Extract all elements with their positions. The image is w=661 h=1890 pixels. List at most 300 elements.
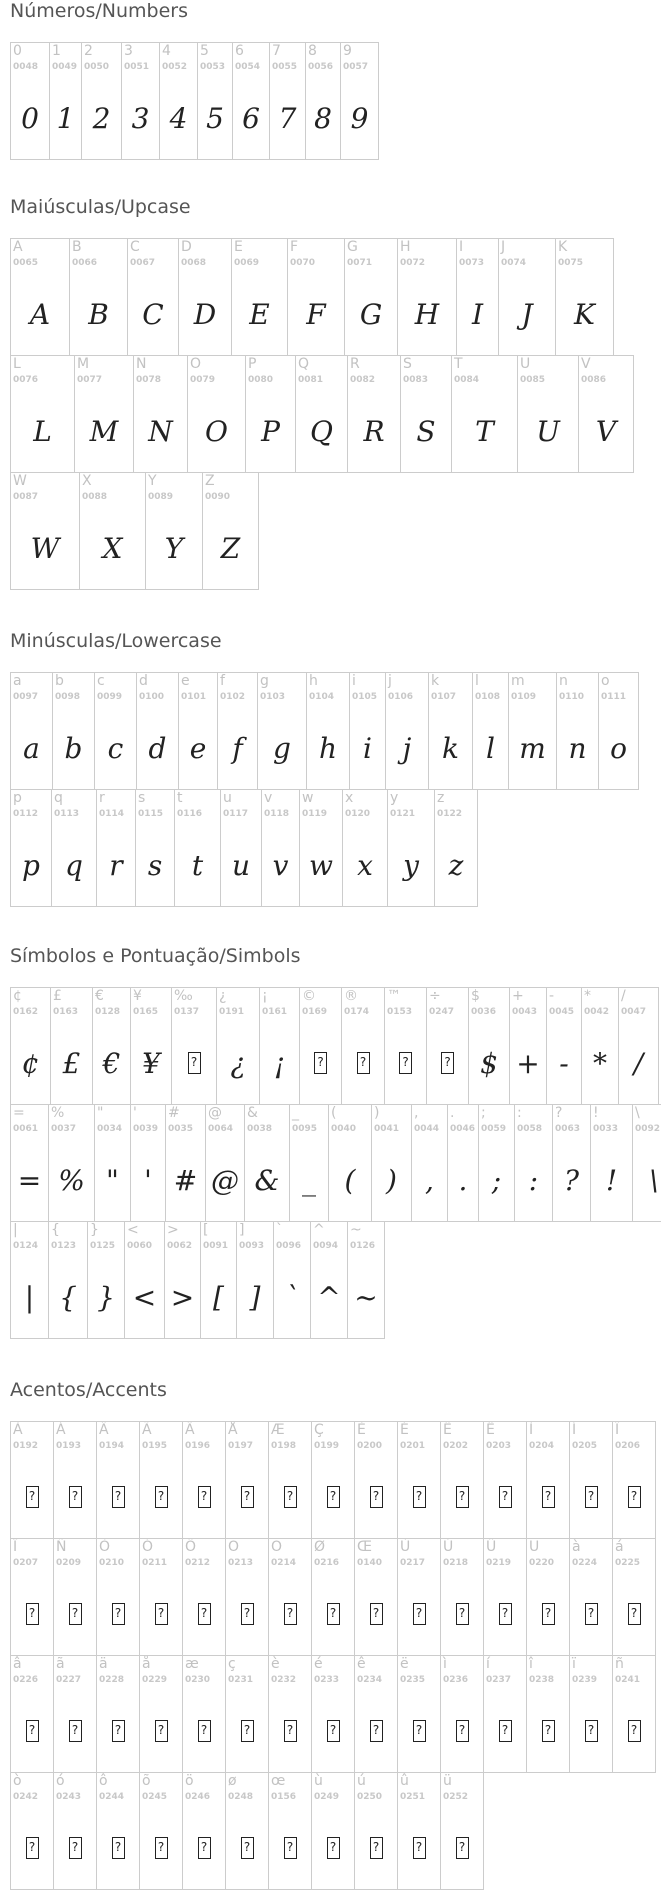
character-label: P — [248, 356, 257, 372]
missing-glyph-icon: ? — [484, 1573, 526, 1655]
character-code: 0093 — [239, 1241, 265, 1251]
character-code: 0125 — [90, 1241, 116, 1251]
character-code: 0033 — [593, 1124, 619, 1134]
character-code: 0050 — [84, 62, 110, 72]
character-label: ¡ — [262, 988, 268, 1004]
glyph-cell — [236, 1221, 274, 1339]
character-label: é — [314, 1656, 323, 1672]
character-code: 0228 — [99, 1675, 125, 1685]
glyph-cell — [590, 1104, 633, 1222]
glyph-cell — [159, 42, 198, 160]
missing-glyph-icon: ? — [97, 1807, 139, 1889]
glyph-sample: 4 — [169, 101, 188, 135]
character-code: 0103 — [260, 692, 286, 702]
character-code: 0246 — [185, 1792, 211, 1802]
missing-glyph-icon: ? — [140, 1456, 182, 1538]
glyph-sample: Z — [220, 531, 241, 565]
character-label: ú — [357, 1773, 366, 1789]
glyph-sample: b — [64, 731, 83, 765]
character-label: õ — [142, 1773, 151, 1789]
character-code: 0249 — [314, 1792, 340, 1802]
character-label: ( — [331, 1105, 337, 1121]
character-code: 0200 — [357, 1441, 383, 1451]
character-code: 0207 — [13, 1558, 39, 1568]
missing-glyph-icon: ? — [97, 1456, 139, 1538]
character-label: ö — [185, 1773, 194, 1789]
character-label: g — [260, 673, 269, 689]
glyph-cell — [612, 1421, 656, 1539]
glyph-cell — [96, 1655, 140, 1773]
missing-glyph-icon: ? — [484, 1456, 526, 1538]
character-code: 0113 — [54, 809, 80, 819]
character-label: V — [581, 356, 591, 372]
glyph-cell — [483, 1655, 527, 1773]
missing-glyph-icon: ? — [140, 1807, 182, 1889]
character-label: y — [390, 790, 399, 806]
character-code: 0091 — [203, 1241, 229, 1251]
character-code: 0193 — [56, 1441, 82, 1451]
character-code: 0107 — [431, 692, 457, 702]
character-code: 0116 — [177, 809, 203, 819]
glyph-cell — [96, 1772, 140, 1890]
character-code: 0045 — [549, 1007, 575, 1017]
glyph-cell — [514, 1104, 553, 1222]
glyph-cell — [232, 42, 270, 160]
character-label: s — [138, 790, 146, 806]
character-code: 0068 — [181, 258, 207, 268]
character-code: 0210 — [99, 1558, 125, 1568]
glyph-cell — [440, 1655, 484, 1773]
character-label: l — [475, 673, 479, 689]
character-code: 0122 — [437, 809, 463, 819]
glyph-cell — [94, 1104, 131, 1222]
glyph-sample: ! — [605, 1163, 618, 1197]
glyph-sample: = — [17, 1163, 42, 1197]
glyph-cell — [187, 355, 246, 473]
glyph-cell — [526, 1655, 570, 1773]
character-code: 0059 — [481, 1124, 507, 1134]
missing-glyph-icon: ? — [427, 1022, 468, 1104]
glyph-cell — [197, 42, 233, 160]
glyph-sample: M — [89, 414, 119, 448]
glyph-cell — [273, 1221, 311, 1339]
character-label: [ — [203, 1222, 209, 1238]
glyph-cell — [216, 987, 260, 1105]
glyph-cell — [556, 672, 599, 790]
character-label: ` — [276, 1222, 283, 1238]
glyph-sample: Y — [164, 531, 184, 565]
missing-glyph-icon: ? — [226, 1456, 268, 1538]
glyph-cell — [51, 789, 97, 907]
missing-glyph-icon: ? — [269, 1690, 311, 1772]
character-label: 5 — [200, 43, 209, 59]
glyph-sample: ] — [249, 1280, 261, 1314]
character-code: 0088 — [82, 492, 108, 502]
character-label: Ù — [400, 1539, 411, 1555]
character-code: 0040 — [331, 1124, 357, 1134]
glyph-sample: 7 — [278, 101, 297, 135]
glyph-cell — [555, 238, 614, 356]
missing-glyph-icon: ? — [172, 1022, 216, 1104]
character-code: 0194 — [99, 1441, 125, 1451]
character-label: Ã — [142, 1422, 152, 1438]
character-code: 0201 — [400, 1441, 426, 1451]
character-code: 0235 — [400, 1675, 426, 1685]
missing-glyph-icon: ? — [54, 1573, 96, 1655]
glyph-cell — [130, 987, 172, 1105]
glyph-cell — [354, 1772, 398, 1890]
glyph-cell — [344, 238, 398, 356]
missing-glyph-icon: ? — [183, 1690, 225, 1772]
character-label: R — [350, 356, 360, 372]
section-title: Minúsculas/Lowercase — [10, 630, 222, 652]
character-code: 0111 — [601, 692, 627, 702]
character-label: d — [139, 673, 148, 689]
glyph-cell — [472, 672, 509, 790]
character-label: ó — [56, 1773, 65, 1789]
glyph-cell — [508, 672, 557, 790]
character-label: æ — [185, 1656, 199, 1672]
glyph-sample: v — [272, 848, 289, 882]
character-label: j — [388, 673, 392, 689]
glyph-sample: F — [306, 297, 326, 331]
missing-glyph-icon: ? — [342, 1022, 384, 1104]
character-label: a — [13, 673, 22, 689]
character-code: 0108 — [475, 692, 501, 702]
character-code: 0247 — [429, 1007, 455, 1017]
character-code: 0198 — [271, 1441, 297, 1451]
glyph-sample: C — [142, 297, 164, 331]
character-code: 0230 — [185, 1675, 211, 1685]
glyph-sample: ¢ — [21, 1046, 40, 1080]
character-label: < — [127, 1222, 139, 1238]
glyph-cell — [295, 355, 348, 473]
character-label: û — [400, 1773, 409, 1789]
character-label: ÷ — [429, 988, 441, 1004]
character-code: 0041 — [374, 1124, 400, 1134]
glyph-cell — [74, 355, 134, 473]
character-code: 0063 — [555, 1124, 581, 1134]
glyph-sample: ) — [386, 1163, 397, 1197]
glyph-sample: G — [359, 297, 383, 331]
glyph-cell — [174, 789, 221, 907]
glyph-cell — [299, 987, 342, 1105]
glyph-sample: D — [193, 297, 217, 331]
character-code: 0192 — [13, 1441, 39, 1451]
glyph-sample: i — [363, 731, 372, 765]
character-label: S — [403, 356, 412, 372]
glyph-cell — [411, 1104, 448, 1222]
glyph-sample: p — [22, 848, 40, 882]
glyph-cell — [546, 987, 582, 1105]
glyph-cell — [509, 987, 547, 1105]
missing-glyph-icon: ? — [97, 1573, 139, 1655]
glyph-sample: y — [403, 848, 419, 882]
character-code: 0232 — [271, 1675, 297, 1685]
glyph-cell — [225, 1655, 269, 1773]
character-label: € — [95, 988, 104, 1004]
glyph-cell — [341, 987, 385, 1105]
glyph-cell — [581, 987, 619, 1105]
glyph-sample: ( — [344, 1163, 356, 1197]
character-label: Â — [99, 1422, 109, 1438]
glyph-cell — [328, 1104, 372, 1222]
glyph-cell — [289, 1104, 329, 1222]
character-label: m — [511, 673, 525, 689]
character-code: 0239 — [572, 1675, 598, 1685]
glyph-cell — [139, 1655, 183, 1773]
glyph-sample: { — [59, 1280, 77, 1314]
character-label: Ò — [99, 1539, 111, 1555]
character-label: ) — [374, 1105, 380, 1121]
glyph-sample: $ — [480, 1046, 498, 1080]
glyph-cell — [10, 789, 52, 907]
character-label: | — [13, 1222, 18, 1238]
character-code: 0104 — [309, 692, 335, 702]
character-label: 0 — [13, 43, 22, 59]
glyph-cell — [10, 1538, 54, 1656]
glyph-sample: € — [102, 1046, 121, 1080]
glyph-cell — [53, 1421, 97, 1539]
glyph-sample: ¿ — [230, 1046, 246, 1080]
missing-glyph-icon: ? — [226, 1807, 268, 1889]
missing-glyph-icon: ? — [140, 1573, 182, 1655]
glyph-cell — [182, 1655, 226, 1773]
glyph-cell — [440, 1538, 484, 1656]
character-label: Y — [148, 473, 157, 489]
character-code: 0086 — [581, 375, 607, 385]
glyph-cell — [311, 1655, 355, 1773]
glyph-cell — [10, 672, 53, 790]
character-label: A — [13, 239, 23, 255]
character-code: 0233 — [314, 1675, 340, 1685]
glyph-cell — [53, 1538, 97, 1656]
character-label: w — [302, 790, 314, 806]
glyph-sample: & — [254, 1163, 280, 1197]
character-label: ! — [593, 1105, 599, 1121]
character-label: 9 — [343, 43, 352, 59]
glyph-sample: 1 — [56, 101, 75, 135]
character-label: x — [345, 790, 354, 806]
glyph-cell — [244, 1104, 290, 1222]
character-code: 0140 — [357, 1558, 383, 1568]
glyph-cell — [10, 355, 75, 473]
glyph-cell — [231, 238, 288, 356]
glyph-cell — [202, 472, 259, 590]
missing-glyph-icon: ? — [54, 1456, 96, 1538]
character-label: Ñ — [56, 1539, 67, 1555]
character-label: $ — [471, 988, 480, 1004]
glyph-cell — [483, 1421, 527, 1539]
glyph-sample: K — [574, 297, 595, 331]
glyph-cell — [434, 789, 478, 907]
character-label: Ì — [529, 1422, 534, 1438]
glyph-cell — [569, 1538, 613, 1656]
glyph-sample: ^ — [317, 1280, 341, 1314]
missing-glyph-icon: ? — [398, 1690, 440, 1772]
character-code: 0038 — [247, 1124, 273, 1134]
character-code: 0051 — [124, 62, 150, 72]
glyph-sample: } — [97, 1280, 115, 1314]
missing-glyph-icon: ? — [527, 1690, 569, 1772]
character-code: 0234 — [357, 1675, 383, 1685]
glyph-cell — [478, 1104, 515, 1222]
glyph-sample: u — [231, 848, 251, 882]
character-code: 0197 — [228, 1441, 254, 1451]
missing-glyph-icon: ? — [484, 1690, 526, 1772]
glyph-sample: x — [357, 848, 373, 882]
character-label: Ú — [443, 1539, 454, 1555]
missing-glyph-icon: ? — [312, 1690, 354, 1772]
character-label: D — [181, 239, 192, 255]
character-code: 0069 — [234, 258, 260, 268]
glyph-sample: ¡ — [273, 1046, 286, 1080]
character-label: 1 — [52, 43, 61, 59]
missing-glyph-icon: ? — [312, 1573, 354, 1655]
missing-glyph-icon: ? — [570, 1573, 612, 1655]
character-code: 0245 — [142, 1792, 168, 1802]
glyph-sample: W — [30, 531, 60, 565]
glyph-cell — [96, 789, 136, 907]
glyph-cell — [92, 987, 131, 1105]
missing-glyph-icon: ? — [269, 1573, 311, 1655]
missing-glyph-icon: ? — [527, 1573, 569, 1655]
glyph-cell — [165, 1104, 206, 1222]
glyph-sample: n — [568, 731, 587, 765]
glyph-cell — [225, 1421, 269, 1539]
character-label: v — [264, 790, 273, 806]
glyph-cell — [245, 355, 296, 473]
glyph-cell — [268, 1772, 312, 1890]
glyph-cell — [400, 355, 452, 473]
character-code: 0162 — [13, 1007, 39, 1017]
character-code: 0137 — [174, 1007, 200, 1017]
character-code: 0046 — [450, 1124, 476, 1134]
character-label: ; — [481, 1105, 486, 1121]
glyph-cell — [440, 1772, 484, 1890]
character-label: t — [177, 790, 183, 806]
glyph-cell — [124, 1221, 165, 1339]
character-code: 0251 — [400, 1792, 426, 1802]
character-code: 0077 — [77, 375, 103, 385]
glyph-sample: * — [593, 1046, 607, 1080]
character-code: 0217 — [400, 1558, 426, 1568]
character-label: å — [142, 1656, 151, 1672]
character-code: 0081 — [298, 375, 324, 385]
character-label: Ï — [13, 1539, 18, 1555]
character-label: ô — [99, 1773, 108, 1789]
character-label: 6 — [235, 43, 244, 59]
character-label: ç — [228, 1656, 236, 1672]
character-label: Å — [228, 1422, 238, 1438]
glyph-sample: g — [273, 731, 291, 765]
missing-glyph-icon: ? — [183, 1807, 225, 1889]
character-label: ' — [133, 1105, 137, 1121]
character-code: 0211 — [142, 1558, 168, 1568]
character-label: C — [130, 239, 140, 255]
character-code: 0120 — [345, 809, 371, 819]
glyph-sample: L — [33, 414, 52, 448]
character-code: 0124 — [13, 1241, 39, 1251]
glyph-sample: O — [205, 414, 228, 448]
character-label: À — [13, 1422, 23, 1438]
character-code: 0238 — [529, 1675, 555, 1685]
character-code: 0199 — [314, 1441, 340, 1451]
glyph-cell — [48, 1104, 95, 1222]
glyph-sample: 9 — [350, 101, 369, 135]
glyph-cell — [261, 789, 300, 907]
glyph-cell — [10, 987, 51, 1105]
character-label: ø — [228, 1773, 237, 1789]
character-label: h — [309, 673, 318, 689]
glyph-sample: E — [249, 297, 270, 331]
glyph-cell — [182, 1538, 226, 1656]
section-title: Símbolos e Pontuação/Simbols — [10, 945, 301, 967]
character-code: 0062 — [167, 1241, 193, 1251]
glyph-cell — [268, 1655, 312, 1773]
character-label: i — [352, 673, 356, 689]
glyph-sample: w — [309, 848, 333, 882]
character-label: Ç — [314, 1422, 324, 1438]
glyph-sample: 2 — [92, 101, 111, 135]
character-code: 0076 — [13, 375, 39, 385]
glyph-sample: k — [442, 731, 459, 765]
glyph-cell — [347, 355, 401, 473]
glyph-cell — [96, 1538, 140, 1656]
character-code: 0218 — [443, 1558, 469, 1568]
character-label: _ — [292, 1105, 299, 1121]
missing-glyph-icon: ? — [183, 1456, 225, 1538]
character-label: Õ — [228, 1539, 240, 1555]
character-code: 0095 — [292, 1124, 318, 1134]
character-code: 0092 — [635, 1124, 661, 1134]
glyph-sample: [ — [213, 1280, 224, 1314]
character-label: É — [400, 1422, 409, 1438]
glyph-cell — [79, 472, 146, 590]
glyph-cell — [569, 1421, 613, 1539]
missing-glyph-icon: ? — [527, 1456, 569, 1538]
glyph-cell — [426, 987, 469, 1105]
character-code: 0161 — [262, 1007, 288, 1017]
glyph-cell — [10, 1421, 54, 1539]
glyph-cell — [139, 1538, 183, 1656]
character-code: 0248 — [228, 1792, 254, 1802]
glyph-cell — [178, 672, 218, 790]
glyph-cell — [578, 355, 634, 473]
character-label: È — [357, 1422, 366, 1438]
character-label: Ø — [314, 1539, 326, 1555]
character-code: 0110 — [559, 692, 585, 702]
missing-glyph-icon: ? — [355, 1573, 397, 1655]
character-label: ñ — [615, 1656, 624, 1672]
character-code: 0202 — [443, 1441, 469, 1451]
character-code: 0250 — [357, 1792, 383, 1802]
glyph-cell — [354, 1538, 398, 1656]
character-code: 0237 — [486, 1675, 512, 1685]
character-label: n — [559, 673, 568, 689]
character-label: Ê — [443, 1422, 452, 1438]
missing-glyph-icon: ? — [312, 1807, 354, 1889]
glyph-cell — [69, 238, 128, 356]
glyph-cell — [81, 42, 122, 160]
missing-glyph-icon: ? — [613, 1690, 655, 1772]
glyph-cell — [139, 1421, 183, 1539]
character-label: ä — [99, 1656, 108, 1672]
character-label: { — [51, 1222, 60, 1238]
character-code: 0226 — [13, 1675, 39, 1685]
character-code: 0035 — [168, 1124, 194, 1134]
glyph-sample: 5 — [206, 101, 224, 135]
